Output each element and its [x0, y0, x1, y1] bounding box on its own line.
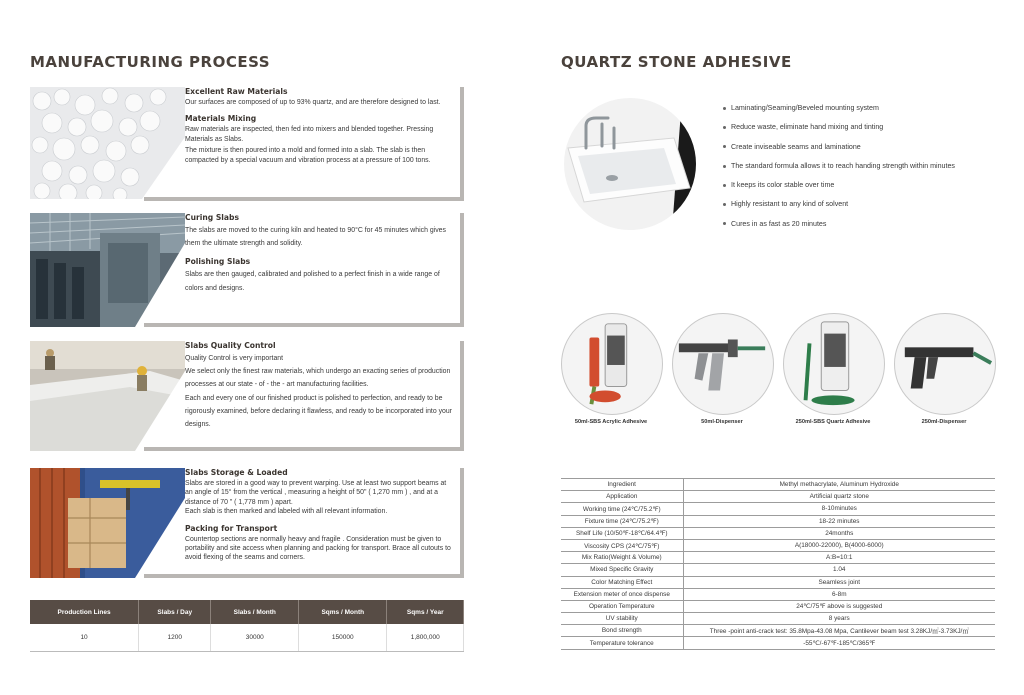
raw-materials-text — [185, 87, 454, 165]
spec-value: Methyl methacrylate, Aluminum Hydroxide — [683, 479, 995, 491]
spec-row — [561, 600, 995, 612]
heading-quality-control: Slabs Quality Control — [185, 341, 276, 350]
para-mixture: The mixture is then poured into a mold and formed into a slab. The slab is then compacted by a special vacuum and vibration process at a pressure of 100 tons. — [185, 147, 431, 164]
block-shadow — [460, 213, 464, 327]
process-block-quality — [30, 341, 464, 451]
product-caption: 250ml-Dispenser — [921, 419, 967, 425]
spec-row — [561, 515, 995, 527]
spec-value: 24months — [683, 527, 995, 539]
production-value-row — [30, 624, 464, 651]
production-header-cell: Slabs / Day — [139, 600, 211, 624]
bullet-dot-icon — [723, 126, 726, 129]
storage-loading-photo — [30, 468, 185, 578]
storage-text — [185, 468, 454, 563]
feature-item — [723, 104, 955, 123]
production-header-cell: Slabs / Month — [211, 600, 299, 624]
spec-value: A:B=10:1 — [683, 552, 995, 564]
spec-label: Extension meter of once dispense — [561, 588, 683, 600]
spec-row — [561, 625, 995, 637]
bullet-dot-icon — [723, 222, 726, 225]
spec-label: Viscosity CPS (24℃/75℉) — [561, 539, 683, 551]
block-shadow-bottom — [144, 197, 464, 201]
heading-storage-loaded: Slabs Storage & Loaded — [185, 468, 288, 477]
heading-curing-slabs: Curing Slabs — [185, 213, 239, 222]
para-curing-slabs: The slabs are moved to the curing kiln and heated to 90°C for 45 minutes which gives them the ultimate strength and solidity. — [185, 227, 446, 248]
spec-row — [561, 479, 995, 491]
raw-materials-photo — [30, 87, 185, 199]
spec-value: A(18000-22000), B(4000-6000) — [683, 539, 995, 551]
spec-row — [561, 576, 995, 588]
spec-value: 8-10minutes — [683, 503, 995, 515]
spec-row — [561, 539, 995, 551]
para-raw-materials: Our surfaces are composed of up to 93% quartz, and are therefore designed to last. — [185, 99, 441, 106]
para-polishing-slabs: Slabs are then gauged, calibrated and polished to a perfect finish in a wide range of colors and designs. — [185, 271, 440, 292]
feature-text: Cures in as fast as 20 minutes — [731, 219, 827, 228]
para-materials-mixing: Raw materials are inspected, then fed into mixers and blended together. Pressing Materials as Slabs. — [185, 126, 434, 143]
product-caption: 50ml-Dispenser — [701, 419, 743, 425]
spec-label: Mix Ratio(Weight & Volume) — [561, 552, 683, 564]
spec-value: 24℃/75℉ above is suggested — [683, 600, 995, 612]
heading-packing-transport: Packing for Transport — [185, 523, 278, 533]
heading-polishing-slabs: Polishing Slabs — [185, 257, 251, 267]
para-quality-important: Quality Control is very important — [185, 355, 284, 362]
production-value-cell: 30000 — [211, 624, 299, 651]
spec-label: Mixed Specific Gravity — [561, 564, 683, 576]
para-packing-transport: Countertop sections are normally heavy and fragile . Consideration must be given to portability and site access when planning and packing for transport. Brace all cutouts to avoid flexing of the seams and corners. — [185, 535, 451, 562]
spec-value: -55℃/-67℉-185℃/365℉ — [683, 637, 995, 649]
spec-row — [561, 564, 995, 576]
feature-text: The standard formula allows it to reach handing strength within minutes — [731, 161, 955, 170]
spec-label: UV stability — [561, 613, 683, 625]
feature-text: Highly resistant to any kind of solvent — [731, 200, 849, 209]
process-block-curing — [30, 213, 464, 327]
spec-row — [561, 637, 995, 649]
feature-text: Reduce waste, eliminate hand mixing and tinting — [731, 123, 884, 132]
production-header-cell: Sqms / Month — [299, 600, 387, 624]
sink-photo — [564, 98, 696, 230]
product-50ml-adhesive-image — [561, 313, 663, 415]
heading-raw-materials: Excellent Raw Materials — [185, 87, 288, 96]
quality-text — [185, 341, 454, 431]
process-block-storage — [30, 468, 464, 578]
production-header-row — [30, 600, 464, 624]
feature-text: Laminating/Seaming/Beveled mounting system — [731, 104, 879, 112]
product-caption: 250ml-SBS Quartz Adhesive — [795, 419, 871, 425]
production-value-cell: 1,800,000 — [387, 624, 464, 651]
spec-value: 18-22 minutes — [683, 515, 995, 527]
block-shadow — [460, 341, 464, 451]
bullet-dot-icon — [723, 165, 726, 168]
quartz-adhesive-title: QUARTZ STONE ADHESIVE — [561, 53, 792, 71]
feature-item — [723, 181, 955, 200]
spec-row — [561, 503, 995, 515]
spec-label: Shelf Life (10/50℉-18℃/64.4℉) — [561, 527, 683, 539]
adhesive-spec-table — [561, 478, 995, 650]
production-header-cell: Sqms / Year — [387, 600, 464, 624]
spec-value: Three -point anti-crack test: 35.8Mpa-43.08 Mpa, Cantilever beam test 3.28KJ/㎡-3.73KJ/㎡ — [683, 625, 995, 637]
spec-row — [561, 527, 995, 539]
spec-value: 6-8m — [683, 588, 995, 600]
product-250ml-dispenser-image — [894, 313, 996, 415]
para-storage: Slabs are stored in a good way to prevent warping. Use at least two support beams at an angle of 15° from the vertical , measuring a height of 50" ( 1,270 mm ) , and at a distance of 70 " ( 1,778 mm ) apart. — [185, 480, 447, 506]
spec-row — [561, 552, 995, 564]
spec-row — [561, 491, 995, 503]
spec-row — [561, 588, 995, 600]
production-value-cell: 10 — [30, 624, 139, 651]
spec-label: Operation Temperature — [561, 600, 683, 612]
spec-label: Application — [561, 491, 683, 503]
spec-value: Artificial quartz stone — [683, 491, 995, 503]
para-quality-select: We select only the finest raw materials, which undergo an exacting series of production processes at our state - of - the - art manufacturing facilities. — [185, 368, 451, 389]
bullet-dot-icon — [723, 145, 726, 148]
block-shadow — [460, 468, 464, 578]
block-shadow — [460, 87, 464, 201]
production-table — [30, 600, 464, 652]
production-header-cell: Production Lines — [30, 600, 139, 624]
feature-item — [723, 220, 955, 239]
spec-value: 1.04 — [683, 564, 995, 576]
spec-label: Temperature tolerance — [561, 637, 683, 649]
adhesive-feature-list — [723, 104, 955, 239]
curing-kiln-photo — [30, 213, 185, 327]
feature-text: It keeps its color stable over time — [731, 181, 835, 190]
bullet-dot-icon — [723, 184, 726, 187]
product-50ml-dispenser-image — [672, 313, 774, 415]
para-storage-label: Each slab is then marked and labeled with all relevant information. — [185, 508, 388, 516]
spec-value: Seamless joint — [683, 576, 995, 588]
block-shadow-bottom — [144, 323, 464, 327]
bullet-dot-icon — [723, 107, 726, 110]
spec-label: Color Matching Effect — [561, 576, 683, 588]
process-block-raw-materials — [30, 87, 464, 201]
production-value-cell: 1200 — [139, 624, 211, 651]
quality-control-photo — [30, 341, 185, 451]
manufacturing-process-title: MANUFACTURING PROCESS — [30, 53, 271, 71]
feature-item — [723, 123, 955, 142]
spec-value: 8 years — [683, 613, 995, 625]
feature-text: Create inviseable seams and laminatione — [731, 142, 861, 151]
block-shadow-bottom — [144, 447, 464, 451]
product-caption: 50ml-SBS Acrylic Adhesive — [574, 419, 648, 425]
bullet-dot-icon — [723, 203, 726, 206]
spec-label: Fixture time (24℃/75.2℉) — [561, 515, 683, 527]
feature-item — [723, 200, 955, 219]
para-quality-finished: Each and every one of our finished product is polished to perfection, and ready to be rigorously examined, before declaring it flawless, and ready to be incorporated into your designs. — [185, 394, 452, 429]
spec-label: Working time (24℃/75.2℉) — [561, 503, 683, 515]
heading-materials-mixing: Materials Mixing — [185, 114, 257, 124]
product-250ml-adhesive-image — [783, 313, 885, 415]
curing-text — [185, 213, 454, 295]
production-value-cell: 150000 — [299, 624, 387, 651]
block-shadow-bottom — [144, 574, 464, 578]
spec-label: Ingredient — [561, 479, 683, 491]
spec-label: Bond strength — [561, 625, 683, 637]
spec-row — [561, 613, 995, 625]
feature-item — [723, 143, 955, 162]
feature-item — [723, 162, 955, 181]
